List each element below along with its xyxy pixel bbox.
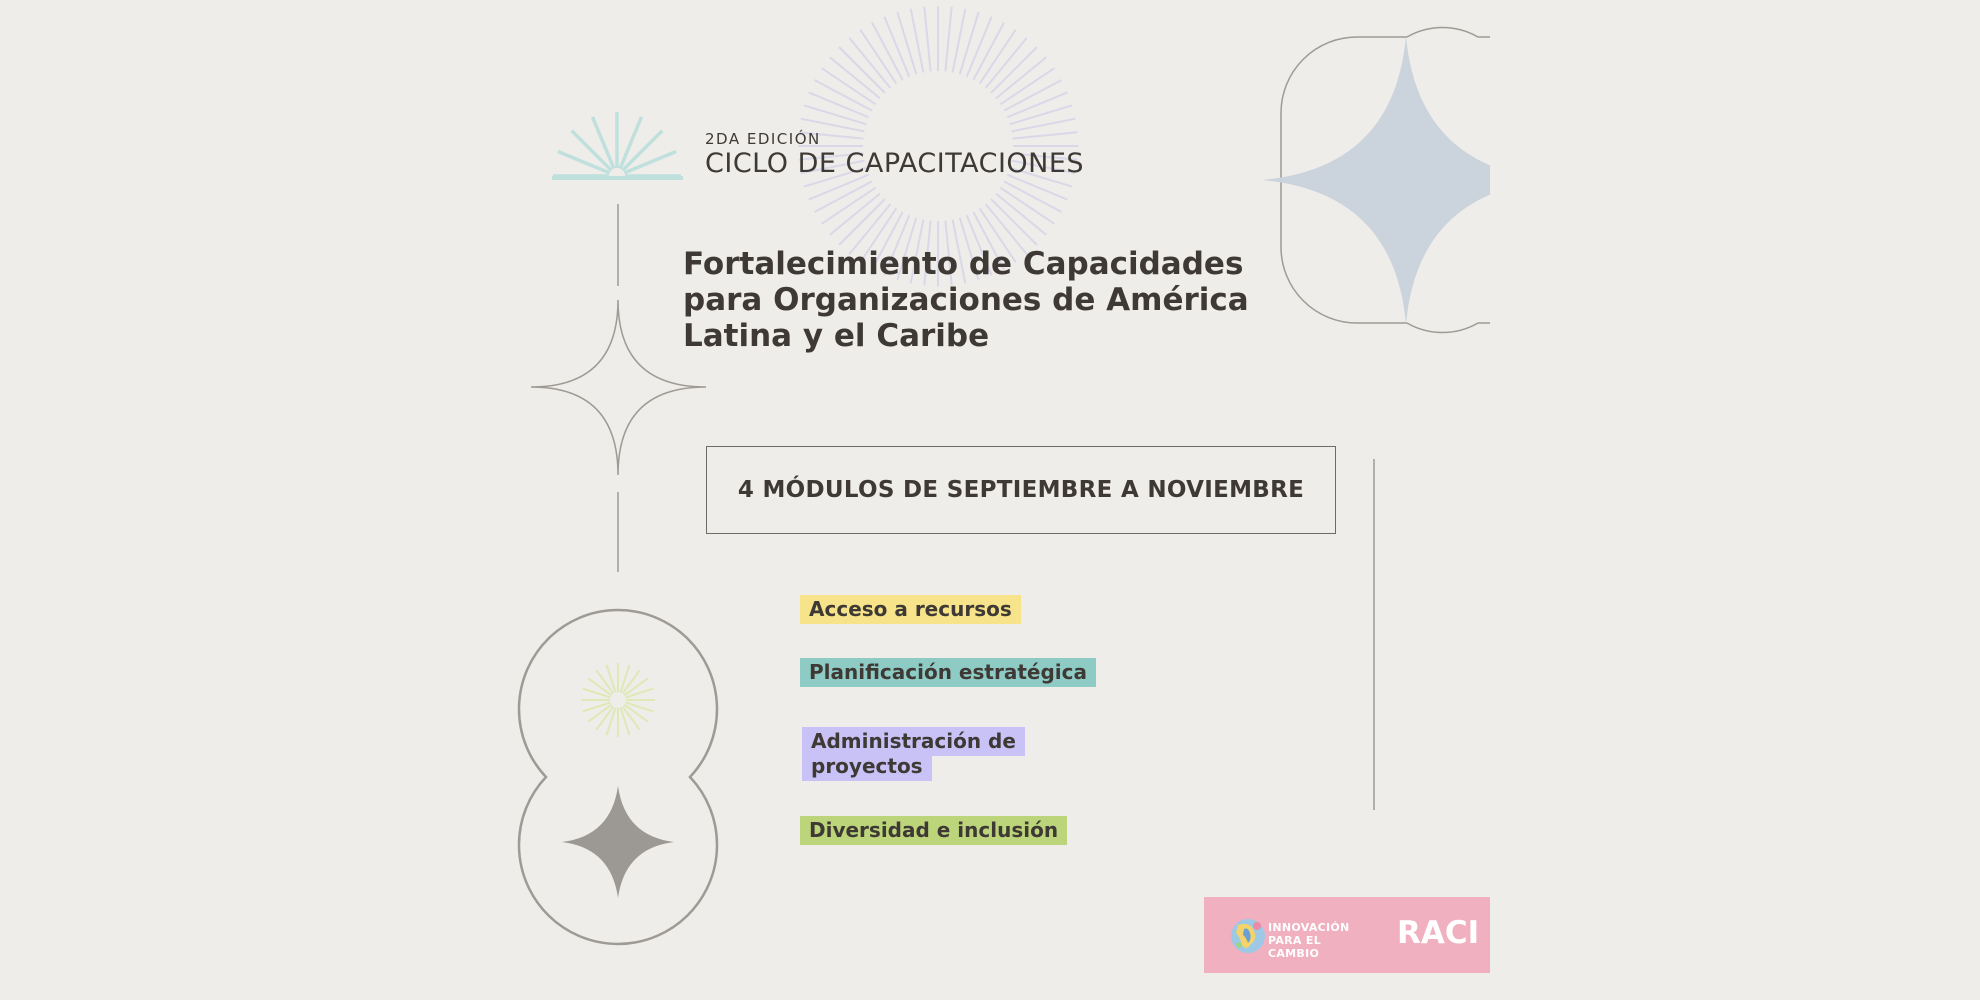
module-tag-planificacion <box>800 660 1096 685</box>
top-right-arch-group <box>1262 27 1552 332</box>
burst-ray <box>621 708 630 736</box>
teal-half-burst-icon <box>553 112 681 176</box>
large-sunburst-icon <box>798 6 1078 286</box>
module-label: Administración de proyectos <box>802 727 1025 781</box>
module-label: Acceso a recursos <box>800 595 1021 624</box>
headline: Fortalecimiento de Capacidades para Organizaciones de América Latina y el Caribe <box>683 246 1249 354</box>
edition-label: 2DA EDICIÓN <box>705 130 821 148</box>
small-green-burst-icon <box>581 663 655 737</box>
burst-ray <box>607 708 616 736</box>
burst-ray <box>924 7 930 72</box>
burst-ray <box>583 703 611 712</box>
modules-banner-text: 4 MÓDULOS DE SEPTIEMBRE A NOVIEMBRE <box>737 477 1305 503</box>
module-label: Diversidad e inclusión <box>800 816 1067 845</box>
burst-ray <box>607 665 616 693</box>
burst-ray <box>1013 132 1078 138</box>
burst-ray <box>583 689 611 698</box>
burst-ray <box>626 703 654 712</box>
burst-ray <box>945 7 951 72</box>
large-blue-star-icon <box>1262 36 1552 324</box>
module-tag-recursos <box>800 597 1021 622</box>
module-tag-administracion <box>802 729 1047 779</box>
series-title: CICLO DE CAPACITACIONES <box>705 148 1085 179</box>
globe-logo-icon <box>1230 915 1266 955</box>
gray-sparkle-star-icon <box>562 786 674 898</box>
raci-logo-text: RACI <box>1397 915 1480 951</box>
modules-banner <box>706 446 1336 534</box>
burst-ray <box>621 665 630 693</box>
burst-ray <box>626 689 654 698</box>
innovacion-logo-text: INNOVACIÓN PARA EL CAMBIO <box>1268 921 1350 960</box>
module-tag-diversidad <box>800 818 1067 843</box>
partner-logos <box>1204 897 1490 973</box>
module-label: Planificación estratégica <box>800 658 1096 687</box>
outline-star-icon <box>531 300 706 475</box>
